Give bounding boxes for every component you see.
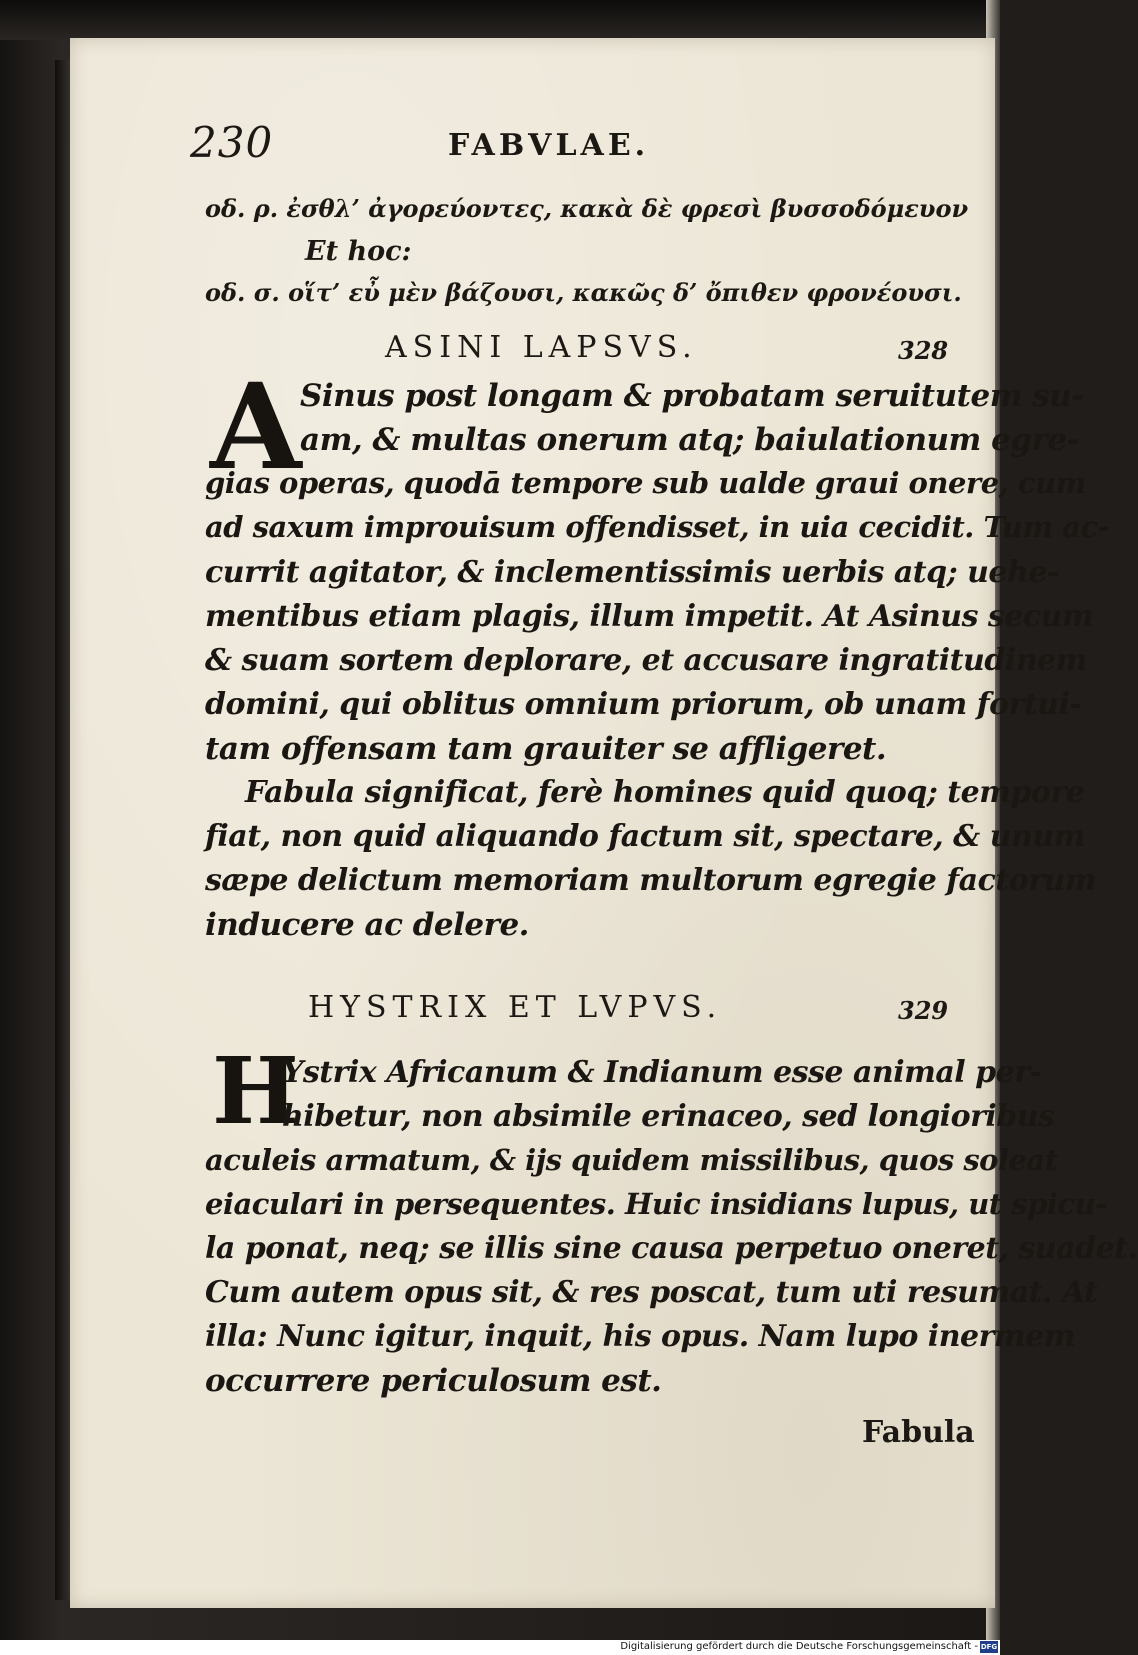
fable-2-number: 329 [898,996,949,1025]
fable-2-line: aculeis armatum, & ijs quidem missilibus, quos soleat [205,1143,1058,1177]
fable-2-line: illa: Nunc igitur, inquit, his opus. Nam lupo inermem [205,1319,1075,1354]
fable-1-line: mentibus etiam plagis, illum impetit. At Asinus secum [205,599,1094,634]
fable-1-title: ASINI LAPSVS. [385,330,698,365]
fable-1-dropcap: A [210,357,302,496]
greek-quote-line-1: οδ. ρ. ἐσθλ’ ἀγορεύοντες, κακὰ δὲ φρεσὶ βυσσοδόμευον [205,194,969,223]
fable-1-line: currit agitator, & inclementissimis uerbis atq; uehe- [205,555,1059,590]
fable-1-line: domini, qui oblitus omnium priorum, ob unam fortui- [205,687,1082,722]
fable-1-moral-line: inducere ac delere. [205,907,529,943]
fable-1-line: Sinus post longam & probatam seruitutem su- [300,378,1084,414]
fable-2-line: Ystrix Africanum & Indianum esse animal per- [282,1055,1042,1090]
fable-2-line: Cum autem opus sit, & res poscat, tum uti resumat. At [205,1275,1098,1310]
fable-2-line: occurrere periculosum est. [205,1363,662,1399]
running-head: FABVLAE. [448,128,650,163]
fable-2-title: HYSTRIX ET LVPVS. [308,990,723,1025]
fable-1-line: am, & multas onerum atq; baiulationum egre- [300,422,1079,458]
page-number: 230 [190,118,274,167]
greek-quote-line-2: οδ. σ. οἵτ’ εὖ μὲν βάζουσι, κακῶς δ’ ὄπιθεν φρονέουσι. [205,278,962,307]
fable-1-line: gias operas, quodā tempore sub ualde graui onere, cum [205,466,1086,500]
fable-2-line: hibetur, non absimile erinaceo, sed longioribus [282,1099,1055,1134]
dfg-logo-icon: DFG [980,1643,998,1651]
fable-2-line: la ponat, neq; se illis sine causa perpetuo oneret, suadet. [205,1231,1138,1266]
footer-credit: Digitalisierung gefördert durch die Deutsche Forschungsgemeinschaft - [620,1641,978,1652]
fable-1-line: ad saxum improuisum offendisset, in uia cecidit. Tum ac- [205,510,1110,544]
fable-2-line: eiaculari in persequentes. Huic insidians lupus, ut spicu- [205,1187,1107,1221]
fable-1-line: tam offensam tam grauiter se affligeret. [205,731,887,767]
fable-1-moral-line: fiat, non quid aliquando factum sit, spectare, & unum [205,819,1085,854]
fable-2-dropcap: H [212,1037,299,1145]
catchword: Fabula [862,1415,975,1450]
book-top-edge [0,0,1000,40]
fable-1-line: & suam sortem deplorare, et accusare ingratitudinem [205,643,1087,678]
fable-1-number: 328 [898,336,949,365]
fable-1-moral-line: sæpe delictum memoriam multorum egregie factorum [205,863,1097,898]
fable-1-moral-line: Fabula significat, ferè homines quid quoq; tempore [245,775,1085,810]
greek-quote-connector: Et hoc: [305,236,412,267]
